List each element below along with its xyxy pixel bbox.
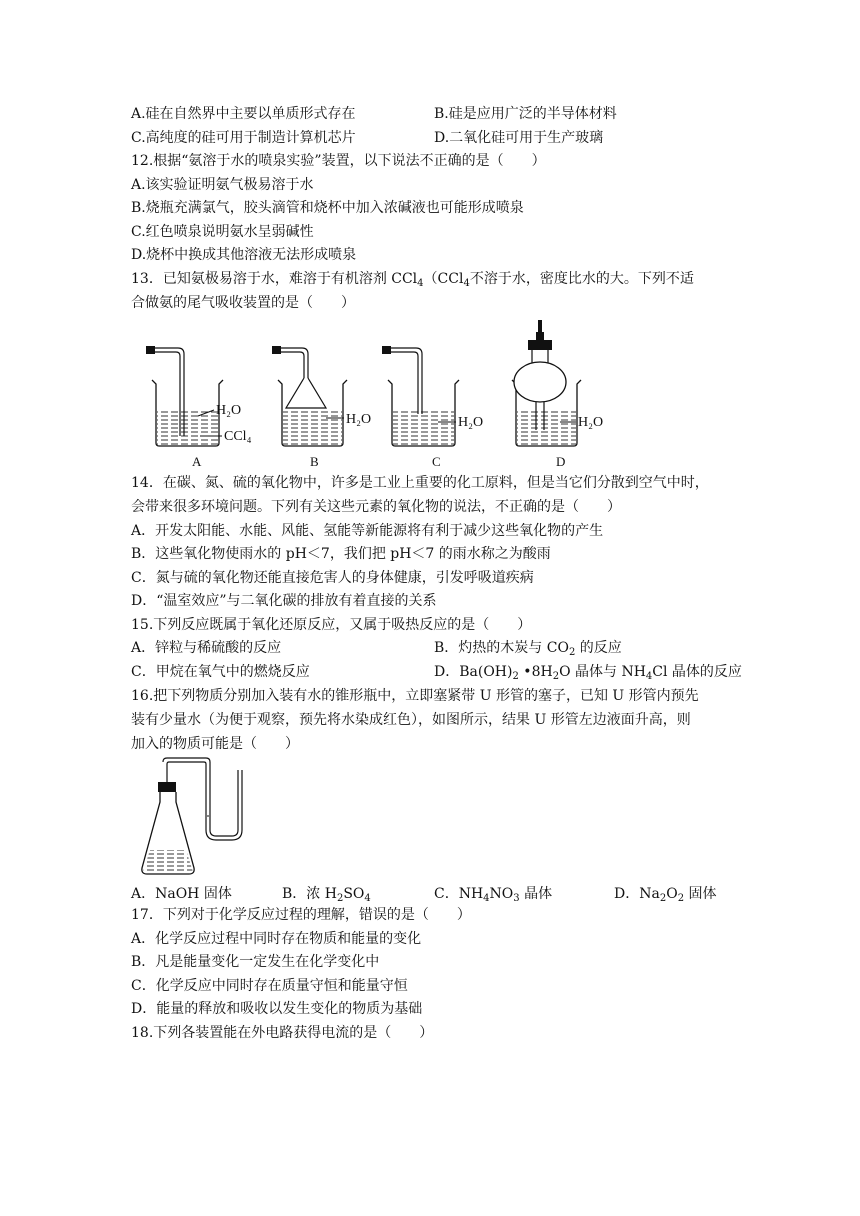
q17-option-d: D．能量的释放和吸收以发生变化的物质为基础 — [131, 1001, 423, 1017]
q14-stem-line1: 14．在碳、氮、硫的氧化物中，许多是工业上重要的化工原料，但是当它们分散到空气中时， — [131, 475, 709, 491]
q17-option-a: A．化学反应过程中同时存在物质和能量的变化 — [131, 931, 422, 947]
label-c-water: H₂O — [458, 415, 484, 430]
label-c: C — [432, 454, 441, 469]
label-d-water: H₂O — [578, 415, 604, 430]
label-b-water: H₂O — [346, 412, 372, 427]
q12-option-a: A.该实验证明氨气极易溶于水 — [131, 177, 314, 193]
label-b: B — [310, 454, 319, 469]
q16-flask-u-tube-figure — [136, 756, 256, 880]
apparatus-b — [272, 346, 371, 469]
q14-option-a: A．开发太阳能、水能、风能、氢能等新能源将有利于减少这些氧化物的产生 — [131, 523, 604, 539]
q12-option-b: B.烧瓶充满氯气，胶头滴管和烧杯中加入浓碱液也可能形成喷泉 — [131, 200, 524, 216]
label-a-water: H₂O — [216, 403, 242, 418]
apparatus-d — [512, 320, 603, 469]
q16-option-a: A．NaOH 固体 — [131, 886, 232, 902]
q11-option-d: D.二氧化硅可用于生产玻璃 — [434, 130, 604, 146]
q12-stem: 12.根据“氨溶于水的喷泉实验”装置，以下说法不正确的是（ ） — [131, 153, 546, 169]
q14-option-c: C．氮与硫的氧化物还能直接危害人的身体健康，引发呼吸道疾病 — [131, 570, 534, 586]
q14-option-b: B．这些氧化物使雨水的 pH＜7，我们把 pH＜7 的雨水称之为酸雨 — [131, 546, 551, 562]
q14-option-d: D．“温室效应”与二氧化碳的排放有着直接的关系 — [131, 593, 437, 609]
label-a: A — [192, 454, 202, 469]
q16-option-d: D．$Na_2O_2$ 固体 — [614, 886, 717, 904]
q17-option-b: B．凡是能量变化一定发生在化学变化中 — [131, 954, 380, 970]
q16-option-b: B．浓 $H_2SO_4$ — [282, 886, 371, 904]
q15-option-b: B．灼热的木炭与 $CO_2$ 的反应 — [434, 640, 622, 658]
q16-stem-line1: 16.把下列物质分别加入装有水的锥形瓶中，立即塞紧带 U 形管的塞子，已知 U 形管内预先 — [131, 688, 699, 704]
q11-option-a: A.硅在自然界中主要以单质形式存在 — [131, 106, 356, 122]
apparatus-c — [382, 346, 483, 469]
q17-option-c: C．化学反应中同时存在质量守恒和能量守恒 — [131, 978, 408, 994]
label-a-ccl4: CCl₄ — [224, 429, 252, 444]
q13-apparatus-figure — [140, 318, 620, 470]
q12-option-d: D.烧杯中换成其他溶液无法形成喷泉 — [131, 247, 357, 263]
q18-stem: 18.下列各装置能在外电路获得电流的是（ ） — [131, 1025, 434, 1041]
q16-stem-line2: 装有少量水（为便于观察，预先将水染成红色），如图所示，结果 U 形管左边液面升高，则 — [131, 712, 691, 728]
q15-option-d: D．$Ba(OH)_2$ $•8H_2O$ 晶体与 $NH_4Cl$ 晶体的反应 — [434, 664, 742, 682]
q15-option-a: A．锌粒与稀硫酸的反应 — [131, 640, 282, 656]
q17-stem: 17．下列对于化学反应过程的理解，错误的是（ ） — [131, 907, 471, 923]
q16-option-c: C．$NH_4NO_3$ 晶体 — [434, 886, 553, 904]
q11-option-c: C.高纯度的硅可用于制造计算机芯片 — [131, 130, 356, 146]
q15-stem: 15.下列反应既属于氧化还原反应，又属于吸热反应的是（ ） — [131, 617, 532, 633]
q13-stem-line2: 合做氨的尾气吸收装置的是（ ） — [131, 295, 355, 311]
q12-option-c: C.红色喷泉说明氨水呈弱碱性 — [131, 224, 314, 240]
q14-stem-line2: 会带来很多环境问题。下列有关这些元素的氧化物的说法，不正确的是（ ） — [131, 499, 621, 515]
label-d: D — [556, 454, 566, 469]
q16-stem-line3: 加入的物质可能是（ ） — [131, 736, 299, 752]
apparatus-a — [146, 346, 252, 469]
q15-option-c: C．甲烷在氧气中的燃烧反应 — [131, 664, 310, 680]
q13-stem-line1: 13．已知氨极易溶于水，难溶于有机溶剂 CCl$_4$（CCl$_4$不溶于水，密度比水的大。下列不适 — [131, 271, 694, 289]
q11-option-b: B.硅是应用广泛的半导体材料 — [434, 106, 617, 122]
